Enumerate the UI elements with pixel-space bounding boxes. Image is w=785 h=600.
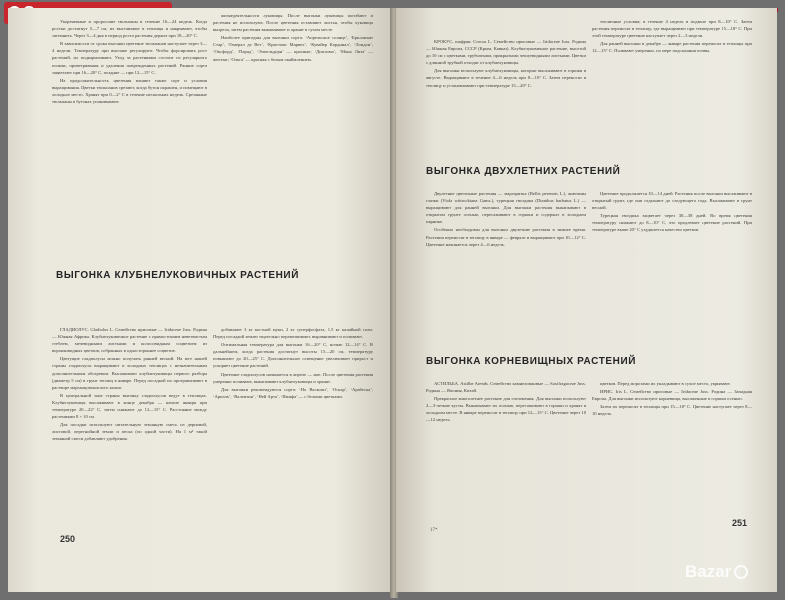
paragraph: Двулетние цветочные растения — маргаритка (Bellis perennis L.), анютины глазки (Viola wittrockiana Gams.), турецкая гвоздика (Dianthus barbatus L.) — выращивают для ранней выгонки. Для выгонки растения выкапывают в открытом грунте осенью, пересаживают в горшки и содержат в холодном парнике. [426,191,586,225]
bazar-logo-icon [734,565,748,579]
paragraph: жизнедеятельности луковицы. После выгонки луковицы погибают и растения не используют. После цветения оставляют листья, чтобы луковица вызрела, затем растения выкапывают и хранят в сухом месте. [213,13,373,33]
right-col2-middle [592,190,752,340]
paragraph: КРОКУС, шафран. Crocus L. Семейство ирисовые — Iridaceae Juss. Родина — Южная Европа, СССР (Крым, Кавказ). Клубнелуковичное растение, высотой до 10 см с цветками, трубчатыми, прикрытыми чешуевидными листьями. Цветки с длинной трубкой отходят от клубнелуковицы. [426,39,586,66]
paragraph: цветков. Перед морозами их укладывают в сухое место, укрывают. [600,381,731,386]
paragraph: Турецкая гвоздика зацветает через 30—38 дней. Во время цветения температуру снижают до 8—10° С, что продлевает цветение растений. При температуре выше 20° С ухудшается качество цветков. [592,213,752,233]
right-col2-bottom [592,380,752,510]
right-col1-middle [426,190,586,340]
paragraph: Наиболее пригодны для выгонки сорта: ‘Апрельское солнце’, ‘Бриллиант Стар’, ‘Генерал де Вет’, ‘Кристмас Марвел’, ‘Кувайер Кардинал’, ‘Лондон’, ‘Оксфорд’, ‘Парад’, ‘Эппельдорн’ — красные; ‘Диплома’, ‘Мона Лиза’ — желтые; ‘Ольга’ — красная с белым окаймлением. [213,35,373,62]
open-book [0,8,785,600]
left-page-number: 250 [60,534,76,544]
left-col2-bottom [213,326,373,588]
paragraph: Оптимальная температура для выгонки 16—20° С, ночью 12—14° С. В дальнейшем, когда растения достигнут высоты 15—20 см, температуру повышают до 20—25° С. Дополнительное освещение увеличивает прирост и ускоряет цветение растений. [213,342,373,369]
paragraph: АСТИЛЬБА. Astilbe Arends. Семейство камнеломковые — Saxifragaceae Juss. Родина — Япония, Китай. [426,381,586,394]
paragraph: добавляют 3 кг костной муки, 2 кг суперфосфата, 1,5 кг калийной соли. Перед посадкой землю тщательно перемешивают, выравнивают и поливают. [213,327,373,340]
paragraph: Укорененные и проросшие тюльпаны в течение 16—24 недель. Когда ростки достигнут 5—7 см, их выставляют в теплицы и накрывают, чтобы затемнить. Через 3—4 дня в период роста растения держат при 18—20° С. [52,19,207,39]
printer-signature: 17* [430,528,438,533]
paragraph: Цветущие гладиолусы можно получить ранней весной. На юге нашей страны гладиолусы выращивают в холодных теплицах с незначительным дополнительным обогревом. Высаживают клубнелуковицы первого разбора (диаметр 5 см) в грунт теплиц в январе. Перед посадкой их протравливают в растворе марганцовокислого калия. [52,356,207,390]
right-col1-bottom [426,380,586,520]
paragraph: Затем их переносят в теплицы при 15—18° С. Цветение наступает через 8—10 недель. [592,404,752,417]
left-section-heading: ВЫГОНКА КЛУБНЕЛУКОВИЧНЫХ РАСТЕНИЙ [56,270,299,281]
left-col1-bottom [52,326,207,541]
paragraph: В зависимости от срока выгонки цветение тюльпанов наступает через 3—4 недели. Температуру при выгонке регулируют. Чтобы форсировать рост растений, их подкармливают. Уход за растениями состоит из регулярного полива, проветривания и удаления поврежденных растений. Ранние сорта зацветают при 16—20° С, поздние — при 12—15° С. [52,41,207,75]
paragraph: ГЛАДИОЛУС. Gladiolus L. Семейство ирисовые — Iridaceae Juss. Родина — Южная Африка. Клубнелуковичное растение с прямостоячим неветвистым стеблем, мечевидными листьями и колосовидным соцветием из воронковидных цветков, собранных в одностороннее соцветие. [52,327,207,354]
paragraph: Цветение продолжается 10—14 дней. Растения после выгонки высаживают в открытый грунт, где они отдыхают до следующего года. Высаживают в грунт весной. [592,191,752,211]
paragraph: Для выгонки используют клубнелуковицы, которые высаживают в горшки в августе. Выращивают в течение 4—6 недель при 8—10° С. Затем переносят в теплицу и устанавливают при температуре 15—20° С. [426,68,586,88]
paragraph: Цветение гладиолусов начинается в апреле — мае. После цветения растения умеренно поливают, выкапывают клубнелуковицы и хранят. [213,371,373,384]
right-heading-biennials: ВЫГОНКА ДВУХЛЕТНИХ РАСТЕНИЙ [426,166,621,177]
paragraph: тепличные условия; в течение 4 недель в подвале при 8—10° С. Затем растения переносят в теплицу, где выращивают при температуре 15—18° С. При этой температуре цветение наступает через 2—3 недели. [592,19,752,39]
right-col2-top [592,18,752,168]
left-page [8,8,392,592]
paragraph: Для посадки используют питательную земляную смесь из дерновой, листовой, перегнойной земли и песка (по одной части). На 1 м² такой земляной смеси добавляют удобрения. [52,422,207,442]
right-heading-rhizomatous: ВЫГОНКА КОРНЕВИЩНЫХ РАСТЕНИЙ [426,356,637,367]
paragraph: Особенно необходимы для выгонки двулетние растения в зимнее время. Растения переносят в теплицу в январе — феврале и выращивают при 10—12° С. Цветение начинается через 4—6 недель. [426,227,586,247]
right-page-number: 251 [732,518,748,528]
right-col1-top [426,38,586,178]
paragraph: На продолжительность цветения влияют также сорт и условия выращивания. Цветки тюльпанов срезают, когда бутон окрашен, и помещают в холодное место. Хранят при 0—2° С в течение нескольких недель. Срезанные тюльпаны в бутонах упаковывают. [52,77,207,105]
paragraph: В центральной зоне страны выгонку гладиолусов ведут в теплицах. Клубнелуковицы высаживают в конце декабря — начале января при температуре 20—22° С, затем снижают до 12—15° С. Расстояние между растениями 8 × 10 см. [52,392,207,420]
left-col2-top [213,12,373,222]
paragraph: Прекрасное многолетнее растение для озеленения. Для выгонки используют 2—3-летние кусты. Выкапывают их осенью, пересаживают в горшки и хранят в холодном месте. В январе переносят в теплицу при 12—15° С. Цветение через 10—12 недель. [426,396,586,423]
paragraph: ИРИС. Iris L. Семейство ирисовые — Iridaceae Juss. Родина — Западная Европа. Для выгонки используют корневища, высаженные в горшки осенью. [592,389,752,402]
paragraph: Для выгонки рекомендуются сорта: ‘Но Васкопи’, ‘Оскар’, ‘Арабеска’, ‘Ариэль’, ‘Валентин’, ‘Ней Арта’, ‘Нимфа’ — с белыми цветками. [213,386,373,399]
bazar-watermark: Bazar [685,562,748,582]
left-col1-top [52,18,207,218]
right-page [396,8,777,592]
paragraph: Для ранней выгонки в декабре — январе растения переносят в теплицы при 12—15° С. Поливают умеренно, по мере подсыхания почвы. [592,41,752,54]
